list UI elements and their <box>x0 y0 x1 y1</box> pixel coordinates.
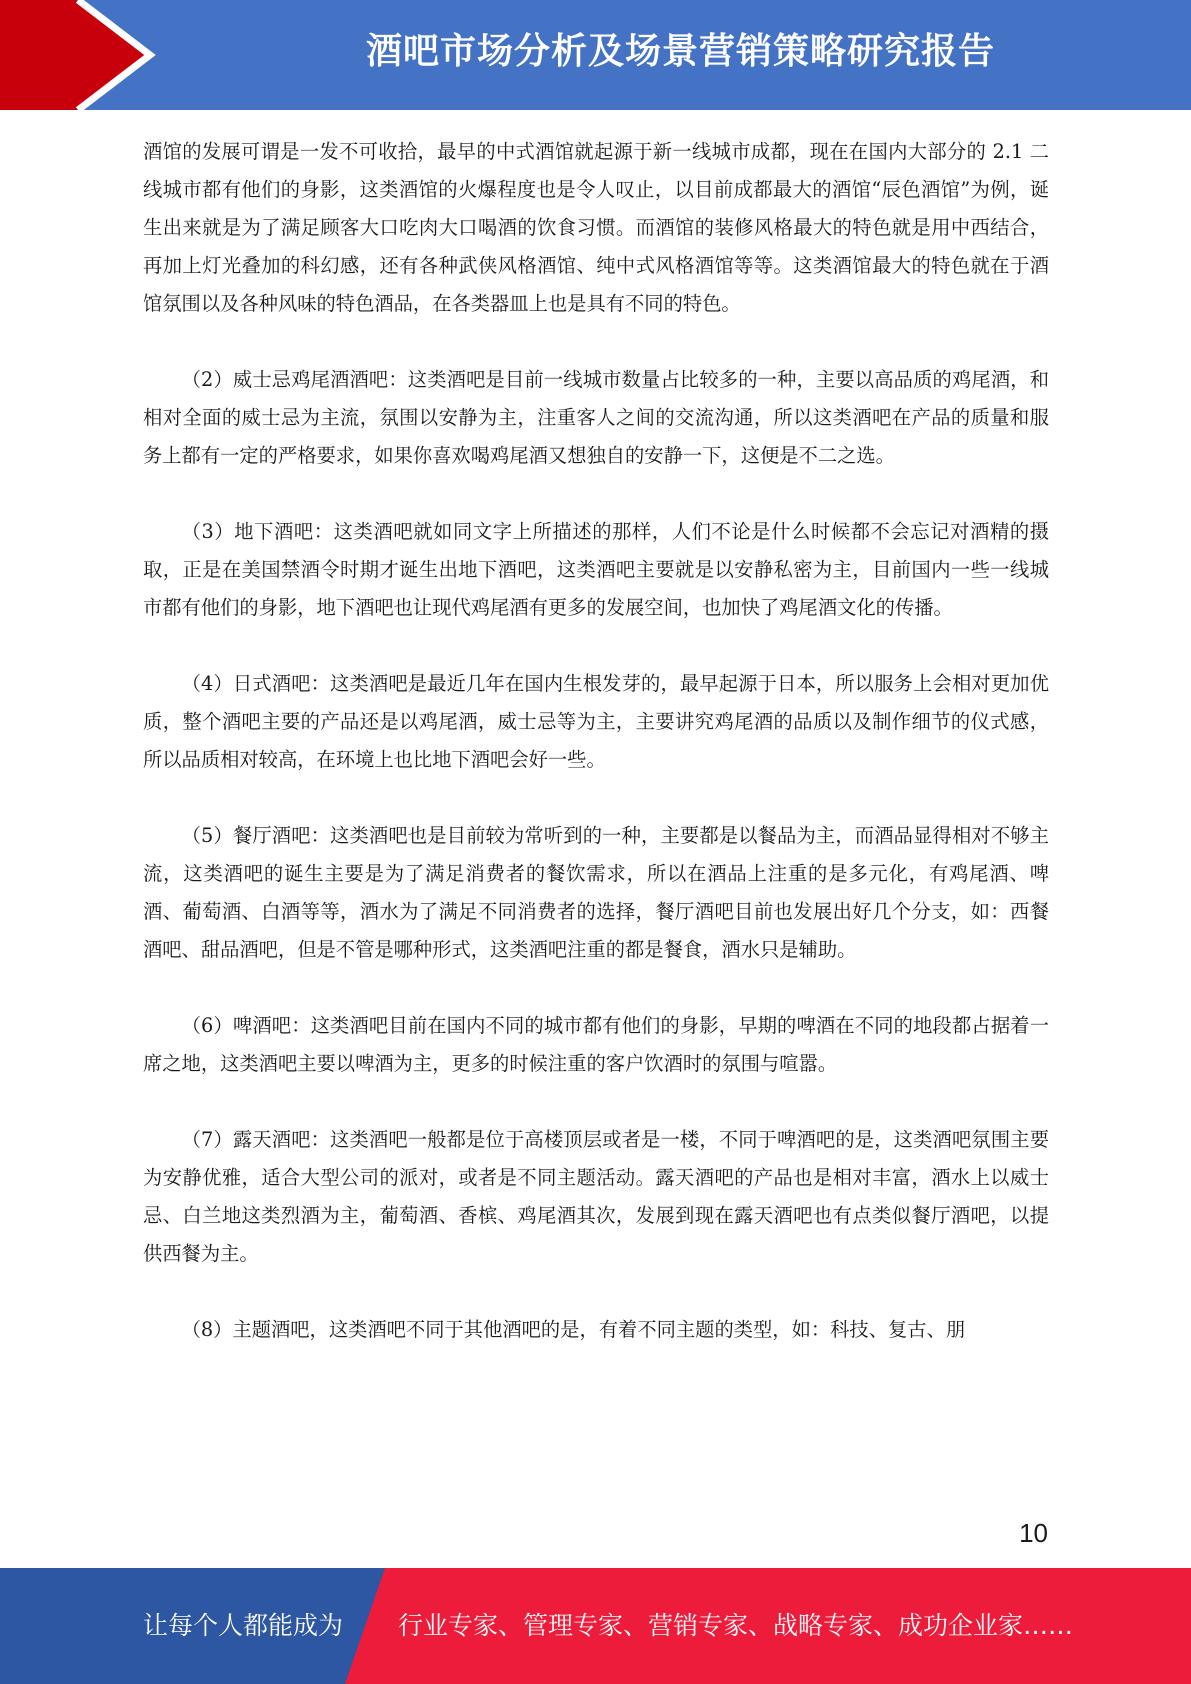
paragraph-beer-bar: （6）啤酒吧：这类酒吧目前在国内不同的城市都有他们的身影，早期的啤酒在不同的地段都占据着一席之地，这类酒吧主要以啤酒为主，更多的时候注重的客户饮酒时的氛围与喧嚣。 <box>143 1014 1049 1075</box>
paragraph-restaurant-bar: （5）餐厅酒吧：这类酒吧也是目前较为常听到的一种，主要都是以餐品为主，而酒品显得相对不够主流，这类酒吧的诞生主要是为了满足消费者的餐饮需求，所以在酒品上注重的是多元化，有鸡尾酒、啤酒、葡萄酒、白酒等等，酒水为了满足不同消费者的选择，餐厅酒吧目前也发展出好几个分支，如：西餐酒吧、甜品酒吧，但是不管是哪种形式，这类酒吧注重的都是餐食，酒水只是辅助。 <box>143 824 1049 961</box>
paragraph-chinese-tavern: 酒馆的发展可谓是一发不可收拾，最早的中式酒馆就起源于新一线城市成都，现在在国内大部分的 2.1 二线城市都有他们的身影，这类酒馆的火爆程度也是令人叹止，以目前成都最大的酒馆“辰色酒馆”为例，诞生出来就是为了满足顾客大口吃肉大口喝酒的饮食习惯。而酒馆的装修风格最大的特色就是用中西结合，再加上灯光叠加的科幻感，还有各种武侠风格酒馆、纯中式风格酒馆等等。这类酒馆最大的特色就在于酒馆氛围以及各种风味的特色酒品，在各类器皿上也是具有不同的特色。 <box>143 140 1049 315</box>
paragraph-whisky-cocktail-bar: （2）威士忌鸡尾酒酒吧：这类酒吧是目前一线城市数量占比较多的一种，主要以高品质的鸡尾酒，和相对全面的威士忌为主流，氛围以安静为主，注重客人之间的交流沟通，所以这类酒吧在产品的质量和服务上都有一定的严格要求，如果你喜欢喝鸡尾酒又想独自的安静一下，这便是不二之选。 <box>143 368 1049 467</box>
document-body <box>143 133 1049 1349</box>
report-title: 酒吧市场分析及场景营销策略研究报告 <box>365 31 995 72</box>
paragraph-rooftop-bar: （7）露天酒吧：这类酒吧一般都是位于高楼顶层或者是一楼，不同于啤酒吧的是，这类酒吧氛围主要为安静优雅，适合大型公司的派对，或者是不同主题活动。露天酒吧的产品也是相对丰富，酒水上以威士忌、白兰地这类烈酒为主，葡萄酒、香槟、鸡尾酒其次，发展到现在露天酒吧也有点类似餐厅酒吧，以提供西餐为主。 <box>143 1128 1049 1265</box>
paragraph-theme-bar: （8）主题酒吧，这类酒吧不同于其他酒吧的是，有着不同主题的类型，如：科技、复古、朋 <box>181 1318 966 1341</box>
page-footer <box>0 1568 1191 1684</box>
footer-slogan-left: 让每个人都能成为 <box>143 1611 344 1640</box>
header-arrow-decoration <box>0 0 160 110</box>
page-header <box>0 0 1191 110</box>
page-number: 10 <box>1019 1518 1048 1548</box>
paragraph-japanese-bar: （4）日式酒吧：这类酒吧是最近几年在国内生根发芽的，最早起源于日本，所以服务上会相对更加优质，整个酒吧主要的产品还是以鸡尾酒，威士忌等为主，主要讲究鸡尾酒的品质以及制作细节的仪式感，所以品质相对较高，在环境上也比地下酒吧会好一些。 <box>143 672 1049 771</box>
footer-slogan-right: 行业专家、管理专家、营销专家、战略专家、成功企业家…… <box>398 1611 1074 1640</box>
paragraph-underground-bar: （3）地下酒吧：这类酒吧就如同文字上所描述的那样，人们不论是什么时候都不会忘记对酒精的摄取，正是在美国禁酒令时期才诞生出地下酒吧，这类酒吧主要就是以安静私密为主，目前国内一些一线城市都有他们的身影，地下酒吧也让现代鸡尾酒有更多的发展空间，也加快了鸡尾酒文化的传播。 <box>143 520 1049 619</box>
